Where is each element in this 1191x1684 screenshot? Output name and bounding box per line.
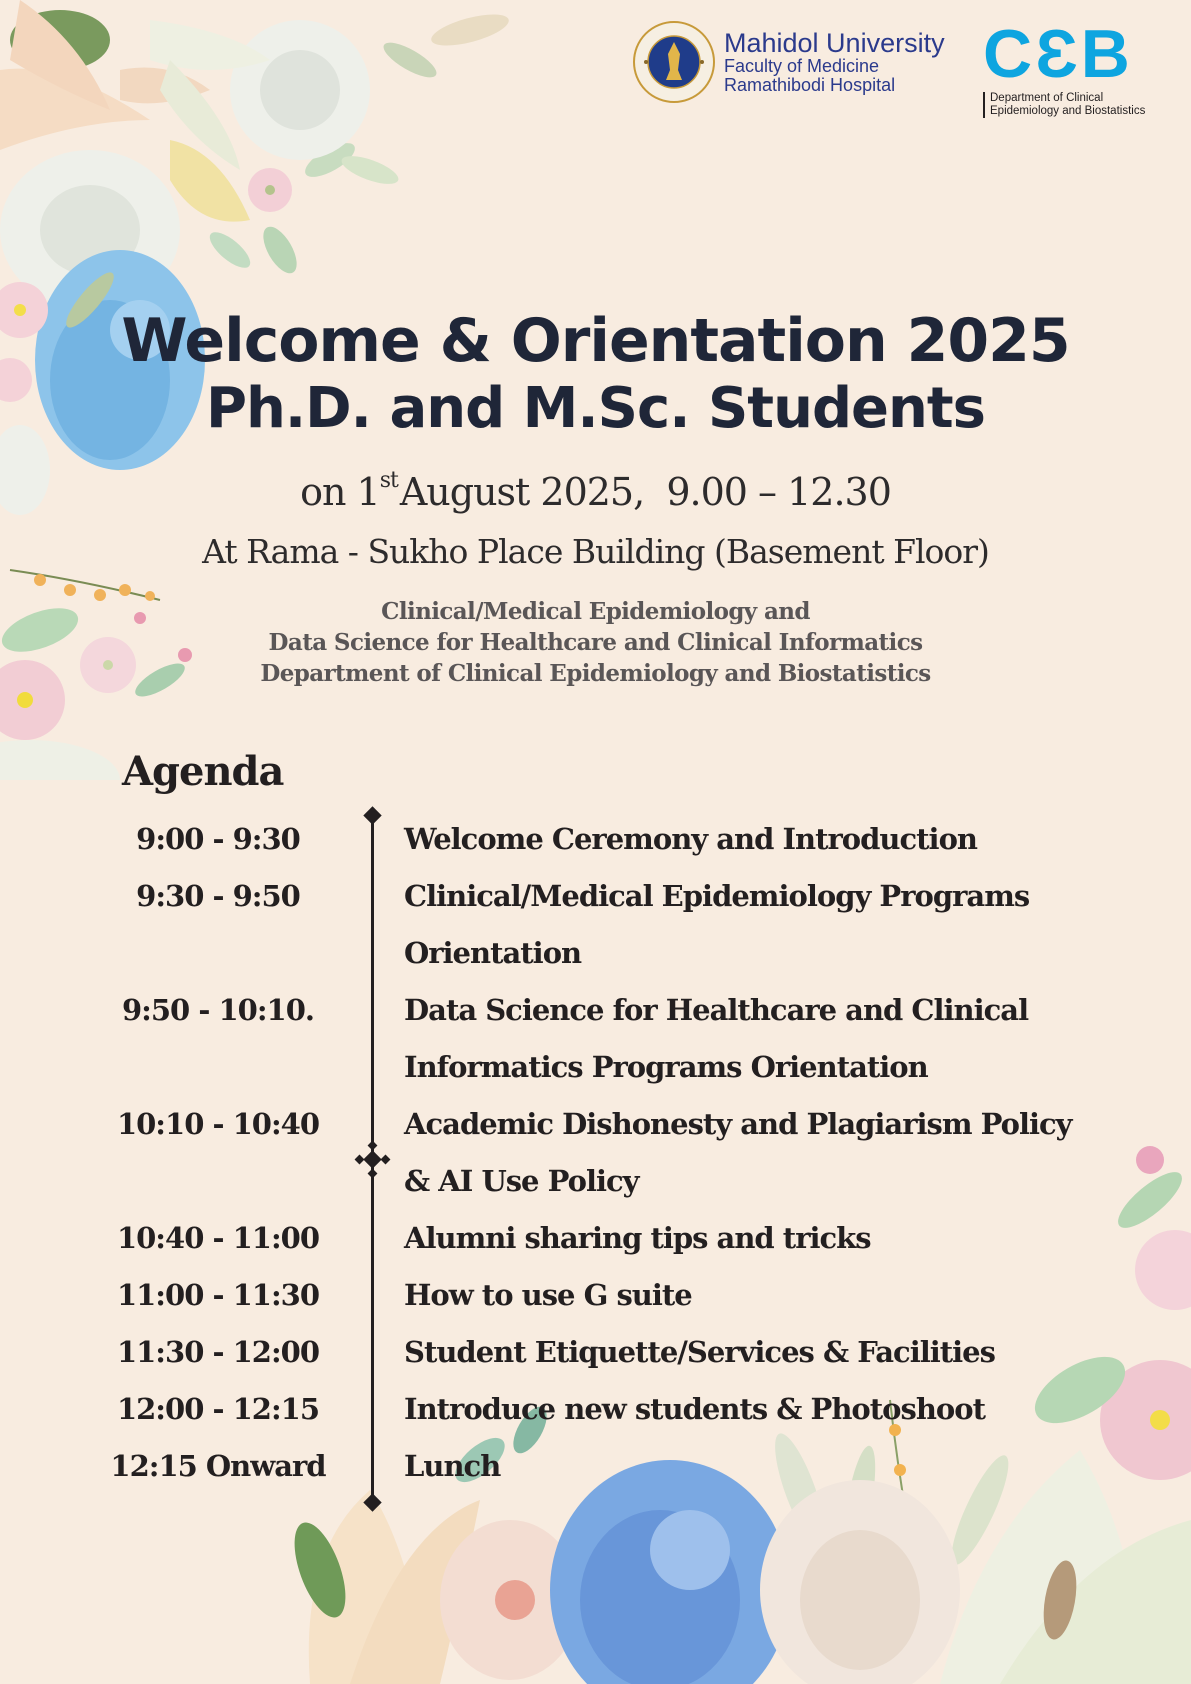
agenda-activity: How to use G suite [404, 1278, 692, 1312]
agenda-time: 11:00 - 11:30 [116, 1278, 320, 1312]
agenda-time: 12:00 - 12:15 [116, 1392, 320, 1426]
agenda-time: 9:50 - 10:10. [122, 993, 314, 1027]
mahidol-university-logo [632, 20, 945, 104]
ceb-dept-line-2: Epidemiology and Biostatistics [990, 105, 1146, 118]
agenda-item [0, 822, 1191, 879]
program-line: Clinical/Medical Epidemiology and [381, 598, 810, 625]
ceb-logo-mark: CƐB [983, 16, 1133, 92]
agenda-activity: Data Science for Healthcare and Clinical [404, 993, 1029, 1027]
date-prefix: on 1 [300, 470, 380, 514]
agenda-item [0, 1449, 1191, 1506]
agenda-time: 10:10 - 10:40 [116, 1107, 320, 1141]
agenda-activity: Alumni sharing tips and tricks [404, 1221, 871, 1255]
agenda-activity: Lunch [404, 1449, 501, 1483]
agenda-activity: Academic Dishonesty and Plagiarism Policy [404, 1107, 1072, 1141]
ceb-dept-line-1: Department of Clinical [990, 92, 1104, 104]
agenda-activity: Introduce new students & Photoshoot [404, 1392, 986, 1426]
program-line: Department of Clinical Epidemiology and Biostatistics [260, 660, 931, 687]
date-rest: August 2025, 9.00 – 12.30 [399, 470, 891, 514]
agenda-activity: Clinical/Medical Epidemiology Programs [404, 879, 1030, 913]
agenda-activity: Welcome Ceremony and Introduction [404, 822, 977, 856]
faculty-name: Faculty of Medicine [724, 56, 880, 77]
ceb-department-logo [983, 16, 1146, 118]
hospital-name: Ramathibodi Hospital [724, 75, 896, 96]
mahidol-seal-icon [632, 20, 716, 104]
event-date [0, 468, 1191, 514]
agenda-item [0, 993, 1191, 1084]
agenda-time: 10:40 - 11:00 [116, 1221, 320, 1255]
agenda-item [0, 1392, 1191, 1449]
program-line: Data Science for Healthcare and Clinical Informatics [268, 629, 923, 656]
agenda-item [0, 1221, 1191, 1278]
agenda-time: 9:30 - 9:50 [136, 879, 300, 913]
agenda-item [0, 879, 1191, 970]
date-ordinal: st [379, 468, 398, 493]
agenda-time: 9:00 - 9:30 [136, 822, 300, 856]
agenda-item [0, 1107, 1191, 1198]
university-name: Mahidol University [724, 27, 945, 58]
agenda-time: 12:15 Onward [110, 1449, 326, 1483]
event-venue: At Rama - Sukho Place Building (Basement Floor) [202, 532, 989, 571]
ceb-department-name [983, 92, 1145, 118]
agenda-activity-continued: Informatics Programs Orientation [404, 1050, 928, 1084]
agenda-activity-continued: & AI Use Policy [404, 1164, 639, 1198]
agenda-item [0, 1278, 1191, 1335]
agenda-item [0, 1335, 1191, 1392]
agenda-time: 11:30 - 12:00 [116, 1335, 320, 1369]
agenda-activity: Student Etiquette/Services & Facilities [404, 1335, 995, 1369]
event-title: Welcome & Orientation 2025 [121, 306, 1070, 376]
program-list [0, 596, 1191, 689]
agenda-heading: Agenda [122, 748, 284, 795]
event-subtitle: Ph.D. and M.Sc. Students [206, 376, 985, 441]
agenda-activity-continued: Orientation [404, 936, 582, 970]
